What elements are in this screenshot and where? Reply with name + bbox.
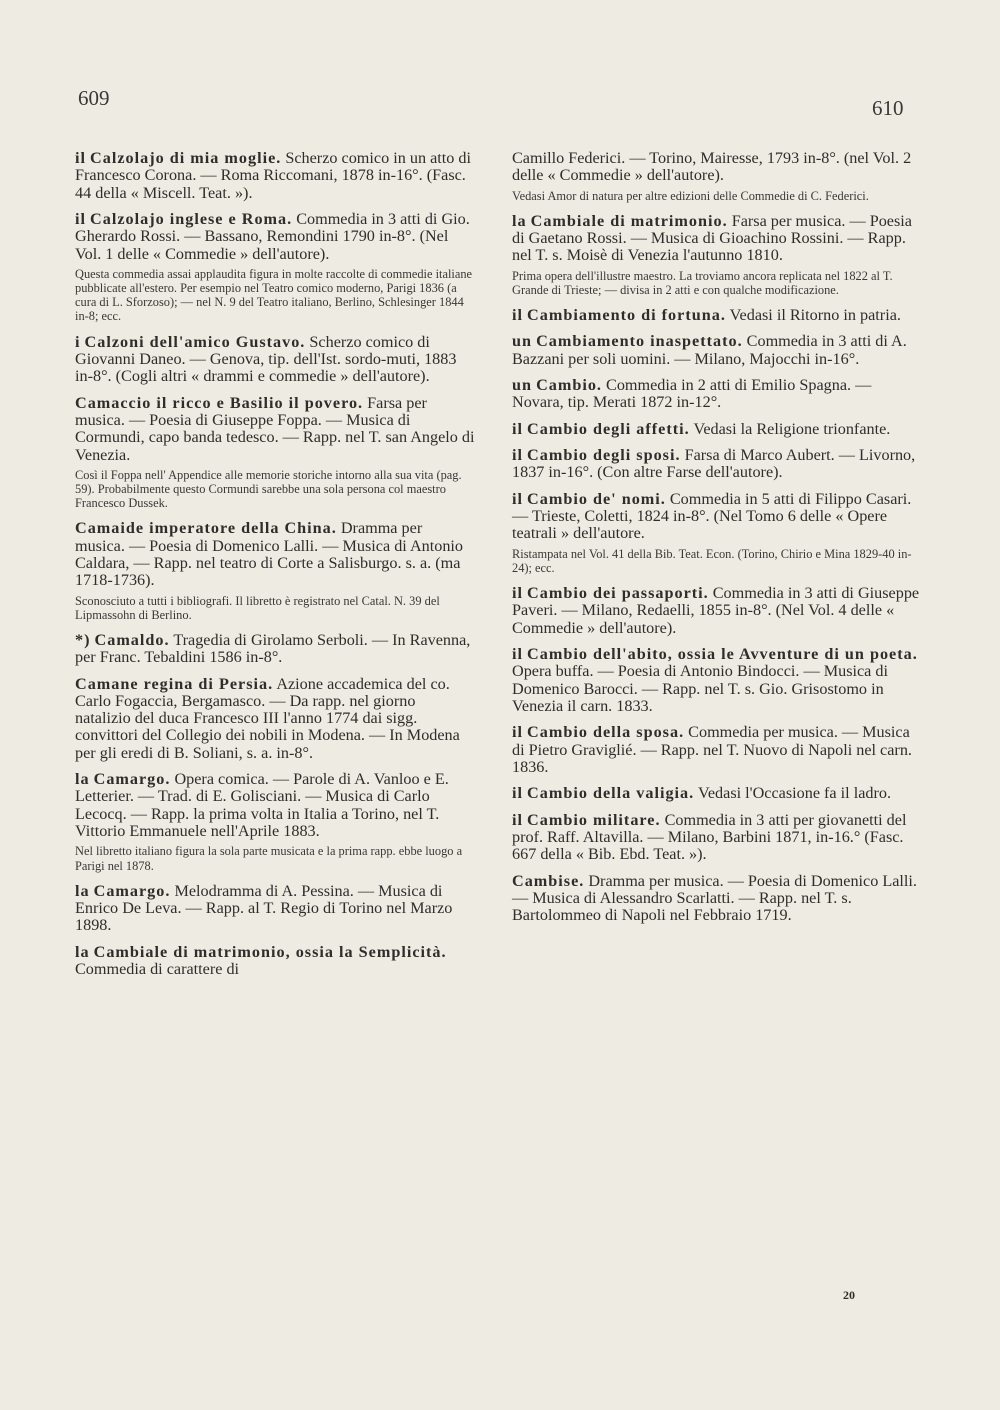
entry-note — [512, 269, 920, 297]
entry-article: il — [512, 306, 523, 325]
entry-headword: Camaldo. — [94, 630, 170, 649]
entry-text: Commedia in 3 atti di Gio. Gherardo Rossi. — Bassano, Remondini 1790 in-8°. (Nel Vol. 1 delle « Commedie » dell'autore). — [75, 209, 470, 263]
entry-headword: Cambio della sposa. — [527, 723, 685, 742]
entry-headword: Cambio de' nomi. — [527, 489, 666, 508]
entry-article: il — [512, 583, 523, 602]
entry-headword: Cambio dei passaporti. — [527, 583, 709, 602]
entry-headword: Camaccio il ricco e Basilio il povero. — [75, 393, 364, 412]
catalog-entry — [75, 944, 475, 979]
entry-article: il — [512, 446, 523, 465]
entry-article: la — [75, 942, 90, 961]
note-text: Questa commedia assai applaudita figura in molte raccolte di commedie italiane pubblicate all'estero. Per esempio nel Teatro comico moderno, Parigi 1836 (a cura di L. Sforzoso); — nel N. 9 del Teatro italiano, Berlino, Schlesinger 1844 in-8; ecc. — [75, 266, 473, 324]
note-text: Nel libretto italiano figura la sola parte musicata e la prima rapp. ebbe luogo a Parigi nel 1878. — [75, 844, 463, 873]
entry-text: Commedia in 3 atti di A. Bazzani per soli uomini. — Milano, Majocchi in-16°. — [512, 332, 907, 368]
entry-article: il — [512, 810, 523, 829]
catalog-entry — [512, 785, 920, 802]
entry-article: la — [512, 211, 527, 230]
signature-mark: 20 — [843, 1288, 855, 1302]
page-number-left: 609 — [78, 86, 110, 110]
entry-headword: Cambise. — [512, 871, 585, 890]
entry-article: la — [75, 770, 90, 789]
entry-text: Dramma per musica. — Poesia di Domenico Lalli. — Musica di Antonio Caldara, — Rapp. nel teatro di Corte a Salisburgo. s. a. (ma 1718-1736). — [75, 519, 464, 590]
entry-text: Commedia in 5 atti di Filippo Casari. — Trieste, Coletti, 1824 in-8°. (Nel Tomo 6 delle « Opere teatrali » dell'autore. — [512, 489, 912, 543]
entry-article: il — [75, 149, 86, 167]
catalog-entry — [75, 883, 475, 935]
entry-headword: Cambio dell'abito, ossia le Avventure di un poeta. — [527, 644, 918, 663]
entry-text: Vedasi la Religione trionfante. — [693, 419, 891, 438]
catalog-entry — [512, 812, 920, 864]
catalog-entry — [75, 211, 475, 263]
entry-article: la — [75, 881, 90, 900]
entry-text: Vedasi il Ritorno in patria. — [729, 306, 901, 325]
entry-headword: Camargo. — [93, 770, 171, 789]
entry-text: Opera buffa. — Poesia di Antonio Bindocci. — Musica di Domenico Barocci. — Rapp. nel T. s. Gio. Grisostomo in Venezia il carn. 1833. — [512, 662, 889, 715]
entry-text: Tragedia di Girolamo Serboli. — In Ravenna, per Franc. Tebaldini 1586 in-8°. — [75, 630, 471, 667]
entry-text: Commedia di carattere di — [75, 960, 240, 979]
entry-headword: Cambio degli sposi. — [527, 446, 681, 465]
entry-article: *) — [75, 630, 91, 649]
entry-text: Azione accademica del co. Carlo Fogaccia, Bergamasco. — Da rapp. nel giorno natalizio del duca Francesco III l'anno 1774 dai sigg. convittori del Collegio dei nobili in Modena. — In Modena per gli eredi di B. Soliani, s. a. in-8°. — [75, 674, 460, 762]
entry-text: Melodramma di A. Pessina. — Musica di Enrico De Leva. — Rapp. al T. Regio di Torino nel Marzo 1898. — [75, 881, 453, 935]
catalog-entry — [512, 213, 920, 265]
entry-article: un — [512, 332, 533, 351]
entry-text: Commedia in 3 atti per giovanetti del prof. Raff. Altavilla. — Milano, Barbini 1871, in-16.° (Fasc. 667 della « Bib. Ebd. Teat. »). — [512, 810, 907, 864]
entry-headword: Camane regina di Persia. — [75, 674, 274, 693]
catalog-entry — [75, 632, 475, 667]
entry-note — [75, 594, 475, 622]
entry-headword: Cambiale di matrimonio. — [530, 211, 728, 230]
catalog-entry — [75, 676, 475, 763]
catalog-entry — [75, 150, 475, 202]
note-text: Vedasi Amor di natura per altre edizioni delle Commedie di C. Federici. — [512, 188, 869, 203]
entry-text: Farsa per musica. — Poesia di Giuseppe Foppa. — Musica di Cormundi, capo banda tedesco. — Rapp. nel T. san Angelo di Venezia. — [75, 393, 475, 464]
entry-text: Commedia in 2 atti di Emilio Spagna. — Novara, tip. Merati 1872 in-12°. — [512, 376, 872, 412]
catalog-entry — [512, 585, 920, 637]
entry-text: Commedia in 3 atti di Giuseppe Paveri. — Milano, Redaelli, 1855 in-8°. (Nel Vol. 4 delle « Commedie » dell'autore). — [512, 583, 920, 637]
entry-text: Camillo Federici. — Torino, Mairesse, 1793 in-8°. (nel Vol. 2 delle « Commedie » dell'autore). — [512, 149, 912, 185]
entry-note — [75, 468, 475, 510]
entry-text: Dramma per musica. — Poesia di Domenico Lalli. — Musica di Alessandro Scarlatti. — Rapp. nel T. s. Bartolommeo di Napoli nel Febbraio 1719. — [512, 871, 917, 925]
entry-article: il — [512, 644, 523, 663]
entry-note — [75, 267, 475, 324]
note-text: Sconosciuto a tutti i bibliografi. Il libretto è registrato nel Catal. N. 39 del Lipmassohn di Berlino. — [75, 593, 440, 622]
catalog-entry — [75, 395, 475, 464]
entry-article: il — [512, 489, 523, 508]
entry-article: il — [512, 784, 523, 803]
entry-note — [512, 547, 920, 575]
entry-text: Vedasi l'Occasione fa il ladro. — [697, 784, 892, 803]
entry-text: Commedia per musica. — Musica di Pietro Graviglié. — Rapp. nel T. Nuovo di Napoli nel carn. 1836. — [512, 723, 912, 776]
entry-article: il — [512, 723, 523, 742]
entry-article: il — [75, 209, 86, 228]
entry-headword: Cambio militare. — [527, 810, 661, 829]
entry-text: Opera comica. — Parole di A. Vanloo e E. Letterier. — Trad. di E. Golisciani. — Musica di Carlo Lecocq. — Rapp. la prima volta in Italia a Torino, nel T. Vittorio Emmanuele nell'Aprile 1883. — [75, 770, 449, 841]
entry-headword: Cambio della valigia. — [527, 784, 695, 803]
entry-article: un — [512, 376, 533, 395]
page-number-right: 610 — [872, 96, 904, 120]
catalog-entry — [512, 873, 920, 925]
catalog-entry — [512, 447, 920, 482]
catalog-entry — [512, 491, 920, 543]
entry-headword: Calzoni dell'amico Gustavo. — [84, 332, 306, 351]
catalog-entry — [75, 771, 475, 840]
note-text: Ristampata nel Vol. 41 della Bib. Teat. Econ. (Torino, Chirio e Mina 1829-40 in-24); ecc. — [512, 546, 912, 575]
entry-headword: Cambiale di matrimonio, ossia la Semplicità. — [93, 942, 447, 961]
entry-text: Scherzo comico di Giovanni Daneo. — Genova, tip. dell'Ist. sordo-muti, 1883 in-8°. (Cogli altri « drammi e commedie » dell'autore). — [75, 332, 457, 386]
entry-note — [512, 189, 920, 203]
catalog-entry — [512, 333, 920, 368]
entry-headword: Cambio. — [536, 376, 602, 395]
entry-headword: Camargo. — [93, 881, 171, 900]
left-column — [75, 150, 475, 987]
catalog-entry — [512, 377, 920, 412]
entry-headword: Calzolajo inglese e Roma. — [90, 209, 293, 228]
catalog-entry — [512, 307, 920, 324]
entry-note — [75, 844, 475, 872]
entry-headword: Calzolajo di mia moglie. — [90, 149, 282, 167]
entry-headword: Cambio degli affetti. — [527, 419, 690, 438]
entry-text: Farsa per musica. — Poesia di Gaetano Rossi. — Musica di Gioachino Rossini. — Rapp. nel T. s. Moisè di Venezia l'autunno 1810. — [512, 211, 912, 265]
catalog-entry — [75, 520, 475, 589]
entry-text: Farsa di Marco Aubert. — Livorno, 1837 in-16°. (Con altre Farse dell'autore). — [512, 446, 916, 482]
entry-headword: Cambiamento di fortuna. — [527, 306, 726, 325]
entry-article: i — [75, 332, 81, 351]
note-text: Così il Foppa nell' Appendice alle memorie storiche intorno alla sua vita (pag. 59). Probabilmente questo Cormundi sarebbe una sola persona col maestro Francesco Dussek. — [75, 467, 462, 511]
entry-headword: Camaide imperatore della China. — [75, 519, 337, 538]
catalog-entry — [512, 646, 920, 715]
note-text: Prima opera dell'illustre maestro. La troviamo ancora replicata nel 1822 al T. Grande di Trieste; — divisa in 2 atti e con qualche modificazione. — [512, 268, 893, 297]
entry-article: il — [512, 419, 523, 438]
catalog-entry — [512, 421, 920, 438]
entry-text: Scherzo comico in un atto di Francesco Corona. — Roma Riccomani, 1878 in-16°. (Fasc. 44 della « Miscell. Teat. »). — [75, 149, 472, 202]
right-column — [512, 150, 920, 934]
entry-headword: Cambiamento inaspettato. — [536, 332, 743, 351]
catalog-entry — [512, 724, 920, 776]
catalog-entry — [75, 334, 475, 386]
entry-continuation — [512, 150, 920, 185]
